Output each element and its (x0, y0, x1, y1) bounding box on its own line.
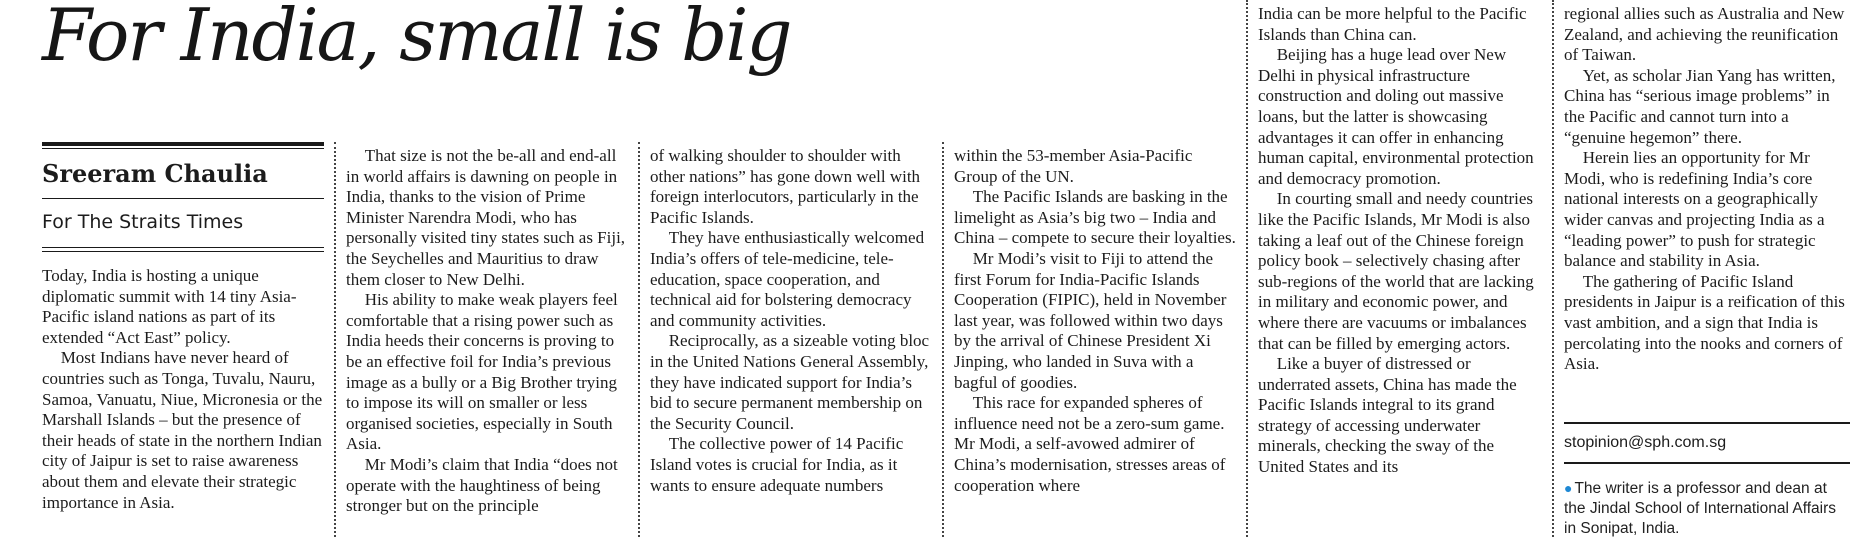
author-name: Sreeram Chaulia (42, 149, 324, 199)
paragraph: Herein lies an opportunity for Mr Modi, who is redefining India’s core national interests on a geographically wider canvas and projecting India as a “leading power” to push for strategic balance and stability in Asia. (1564, 148, 1825, 271)
paragraph: Like a buyer of distressed or underrated assets, China has made the Pacific Islands integral to its grand strategy of accessing underwater minerals, checking the sway of the United States and its (1258, 354, 1517, 477)
paragraph: Reciprocally, as a sizeable voting bloc in the United Nations General Assembly, they have indicated support for India’s bid to secure permanent membership on the Security Council. (650, 331, 930, 433)
headline: For India, small is big (42, 0, 791, 77)
author-note-text: The writer is a professor and dean at the Jindal School of International Affairs in Sonipat, India. (1564, 480, 1836, 537)
column-divider (942, 142, 944, 537)
paragraph: They have enthusiastically welcomed India’s offers of tele-medicine, tele-education, space cooperation, and technical aid for bolstering democracy and community activities. (650, 228, 925, 330)
paragraph: regional allies such as Australia and New Zealand, and achieving the reunification of Taiwan. (1564, 4, 1845, 65)
article-column-5 (1258, 4, 1544, 478)
paragraph: Mr Modi’s visit to Fiji to attend the first Forum for India-Pacific Islands Cooperation (FIPIC), held in November last year, was followed within two days by the arrival of Chinese President Xi Jinping, who landed in Suva with a bagful of goodies. (954, 248, 1227, 392)
article-column-4 (954, 146, 1238, 496)
publication-credit: For The Straits Times (42, 211, 244, 233)
column-divider (1552, 0, 1554, 537)
paragraph: The collective power of 14 Pacific Island votes is crucial for India, as it wants to ensure adequate numbers (650, 434, 904, 495)
article-column-2 (346, 146, 630, 517)
column-divider (1246, 0, 1248, 537)
contact-block (1564, 422, 1850, 539)
byline-bottom-rule-second (42, 251, 324, 252)
article-column-3 (650, 146, 934, 496)
byline-bottom-rule (42, 247, 324, 248)
paragraph: India can be more helpful to the Pacific Islands than China can. (1258, 4, 1527, 44)
paragraph: Most Indians have never heard of countries such as Tonga, Tuvalu, Nauru, Samoa, Vanuatu, Niue, Micronesia or the Marshall Islands – but the presence of their heads of state in the northern Indian city of Jaipur is set to raise awareness about them and elevate their strategic importance in Asia. (42, 348, 323, 512)
article-column-1 (42, 266, 326, 513)
paragraph: Yet, as scholar Jian Yang has written, China has “serious image problems” in the Pacific and cannot turn into a “genuine hegemon” there. (1564, 65, 1836, 147)
paragraph: This race for expanded spheres of influence need not be a zero-sum game. Mr Modi, a self-avowed admirer of China’s modernisation, stresses areas of cooperation where (954, 393, 1226, 495)
author-note (1564, 478, 1850, 539)
bullet-dot-icon: ● (1564, 480, 1573, 496)
byline-top-rule (42, 142, 324, 146)
paragraph: Beijing has a huge lead over New Delhi in physical infrastructure construction and doling out massive loans, but the latter is showcasing advantages it can offer in enhancing human capital, environmental protection and democracy promotion. (1258, 45, 1534, 188)
paragraph: The gathering of Pacific Island presidents in Jaipur is a reification of this vast ambition, and a sign that India is percolating into the nooks and corners of Asia. (1564, 271, 1845, 374)
paragraph: His ability to make weak players feel comfortable that a rising power such as India heeds their concerns is proving to be an effective foil for India’s previous image as a bully or a Big Brother trying to impose its will on smaller or less organised societies, especially in South Asia. (346, 290, 618, 454)
paragraph: Today, India is hosting a unique diplomatic summit with 14 tiny Asia-Pacific island nations as part of its extended “Act East” policy. (42, 266, 297, 347)
article-column-6 (1564, 4, 1852, 375)
byline (42, 142, 324, 252)
paragraph: Mr Modi’s claim that India “does not operate with the haughtiness of being stronger but on the principle (346, 454, 618, 516)
paragraph: within the 53-member Asia-Pacific Group of the UN. (954, 146, 1193, 186)
column-divider (638, 142, 640, 537)
paragraph: In courting small and needy countries like the Pacific Islands, Mr Modi is also taking a leaf out of the Chinese foreign policy book – selectively chasing after sub-regions of the world that are lacking in military and economic power, and where there are vacuums or imbalances that can be filled by emerging actors. (1258, 189, 1534, 353)
paragraph: That size is not the be-all and end-all in world affairs is dawning on people in India, thanks to the vision of Prime Minister Narendra Modi, who has personally visited tiny states such as Fiji, the Seychelles and Mauritius to draw them closer to New Delhi. (346, 146, 626, 289)
paragraph: The Pacific Islands are basking in the limelight as Asia’s big two – India and China – compete to secure their loyalties. (954, 187, 1236, 248)
contact-email[interactable]: stopinion@sph.com.sg (1564, 422, 1850, 464)
paragraph: of walking shoulder to shoulder with other nations” has gone down well with foreign interlocutors, particularly in the Pacific Islands. (650, 146, 921, 227)
column-divider (334, 142, 336, 537)
